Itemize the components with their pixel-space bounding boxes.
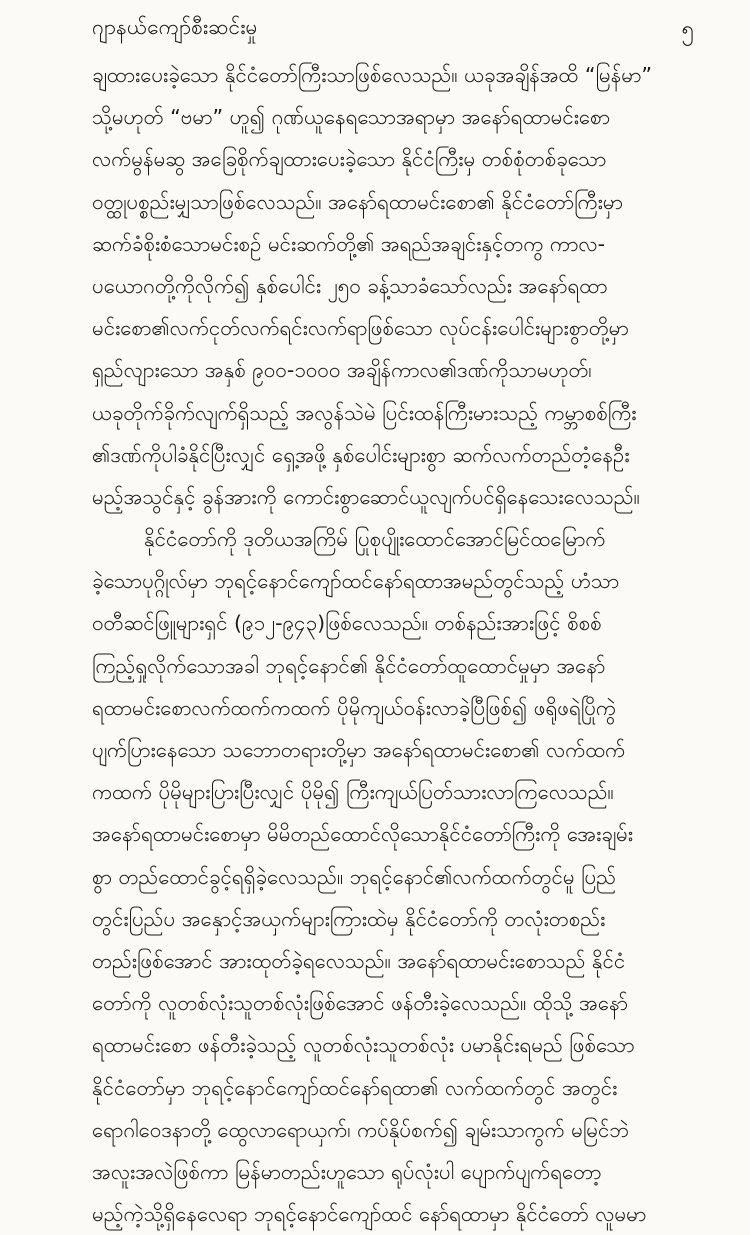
text-line: အနော်ရထာမင်းစောမှာ မိမိတည်ထောင်လိုသောနိုင်ငံတော်ကြီးကို အေးချမ်း	[92, 822, 633, 847]
text-line: လက်မွန်မဆွ အခြေစိုက်ချထားပေးခဲ့သော နိုင်ငံကြီးမှ တစ်စုံတစ်ခုသော	[92, 147, 607, 172]
text-line: တွင်းပြည်ပ အနှောင့်အယှက်များကြားထဲမှ နိုင်ငံတော်ကို တလုံးတစည်း	[92, 906, 606, 931]
text-line: မည့်အသွင်နှင့် ခွန်အားကို ကောင်းစွာဆောင်ယူလျက်ပင်ရှိနေသေးလေသည်။	[92, 484, 640, 509]
text-line: ပျက်ပြားနေသော သဘောတရားတို့မှာ အနော်ရထာမင်းစော၏ လက်ထက်	[92, 738, 626, 762]
text-line: ယခုတိုက်ခိုက်လျက်ရှိသည့် အလွန်သဲမဲ ပြင်းထန်ကြီးမားသည့် ကမ္ဘာစစ်ကြီး	[92, 400, 637, 425]
text-line: ရထာမင်းစော ဖန်တီးခဲ့သည့် လူတစ်လုံးသူတစ်လုံး ပမာနိုင်းရမည် ဖြစ်သော	[92, 1033, 635, 1058]
text-line: ကြည့်ရှုလိုက်သောအခါ ဘုရင့်နောင်၏ နိုင်ငံတော်ထူထောင်မှုမှာ အနော်	[92, 653, 606, 678]
text-line: မည့်ကဲ့သို့ရှိနေလေရာ ဘုရင့်နောင်ကျော်ထင် နော်ရထာမှာ နိုင်ငံတော် လူမမာ	[92, 1202, 647, 1227]
page-number: ၅	[681, 17, 694, 42]
paragraph-first-line: နိုင်ငံတော်ကို ဒုတိယအကြိမ် ပြုစုပျိုးထောင်အောင်မြင်ထမြောက်	[144, 527, 606, 552]
text-line: အလူးအလဲဖြစ်ကာ မြန်မာတည်းဟူသော ရုပ်လုံးပါ ပျောက်ပျက်ရတော့	[92, 1159, 602, 1184]
text-line: စွာ တည်ထောင်ခွင့်ရရှိခဲ့လေသည်။ ဘုရင့်နောင်၏လက်ထက်တွင်မူ ပြည်	[92, 864, 617, 889]
text-line: ပယောဂတို့ကိုလိုက်၍ နှစ်ပေါင်း ၂၅၀ ခန့်သာခံသော်လည်း အနော်ရထာ	[92, 273, 608, 298]
text-line: မင်းစော၏လက်ငုတ်လက်ရင်းလက်ရာဖြစ်သော လုပ်ငန်းပေါင်းများစွာတို့မှာ	[92, 316, 629, 341]
text-line: တော်ကို လူတစ်လုံးသူတစ်လုံးဖြစ်အောင် ဖန်တီးခဲ့လေသည်။ ထိုသို့ အနော်	[92, 991, 628, 1016]
text-line: ဝတ္ထုပစ္စည်းမျှသာဖြစ်လေသည်။ အနော်ရထာမင်းစော၏ နိုင်ငံတော်ကြီးမှာ	[92, 189, 623, 214]
running-head: ဂျာနယ်ကျော်စီးဆင်းမှု	[92, 15, 258, 39]
text-line: သို့မဟုတ် “ဗမာ” ဟူ၍ ဂုဏ်ယူနေရသောအရာမှာ အနော်ရထာမင်းစော	[92, 105, 611, 130]
text-line: ရောဂါဝေဒနာတို့ ထွေလာရောယှက်၊ ကပ်နိုပ်စက်၍ ချမ်းသာကွက် မမြင်ဘဲ	[92, 1117, 630, 1142]
text-line: ကထက် ပိုမိုများပြားပြီးလျှင် ပိုမို၍ ကြီးကျယ်ပြတ်သားလာကြလေသည်။	[92, 780, 614, 805]
page-header	[92, 14, 694, 54]
text-line: ရှည်လျားသော အနှစ် ၉၀၀-၁၀၀၀ အချိန်ကာလ၏ဒဏ်ကိုသာမဟုတ်၊	[92, 358, 592, 383]
text-line: တည်းဖြစ်အောင် အားထုတ်ခဲ့ရလေသည်။ အနော်ရထာမင်းစောသည် နိုင်ငံ	[92, 948, 626, 973]
body-text	[92, 54, 680, 1235]
text-line: ခဲ့သောပုဂ္ဂိုလ်မှာ ဘုရင့်နောင်ကျော်ထင်နော်ရထာအမည်တွင်သည့် ဟံသာ	[92, 569, 620, 594]
text-line: ချထားပေးခဲ့သော နိုင်ငံတော်ကြီးသာဖြစ်လေသည်။ ယခုအချိန်အထိ “မြန်မာ”	[92, 63, 653, 87]
text-line: နိုင်ငံတော်မှာ ဘုရင့်နောင်ကျော်ထင်နော်ရထာ၏ လက်ထက်တွင် အတွင်း	[92, 1075, 618, 1100]
text-line: ဆက်ခံစိုးစံသောမင်းစဉ် မင်းဆက်တို့၏ အရည်အချင်းနှင့်တကွ ကာလ-	[92, 231, 606, 256]
text-line: ရထာမင်းစောလက်ထက်ကထက် ပိုမိုကျယ်ဝန်းလာခဲ့ပြီဖြစ်၍ ဖရိုဖရဲပြိုကွဲ	[92, 695, 616, 720]
text-line: ဝတီဆင်ဖြူများရှင် (၉၁၂-၉၄၃)ဖြစ်လေသည်။ တစ်နည်းအားဖြင့် စိစစ်	[92, 611, 602, 636]
text-line: ၏ဒဏ်ကိုပါခံနိုင်ပြီးလျှင် ရှေ့အဖို့ နှစ်ပေါင်းများစွာ ဆက်လက်တည်တံ့နေဦး	[92, 442, 630, 467]
